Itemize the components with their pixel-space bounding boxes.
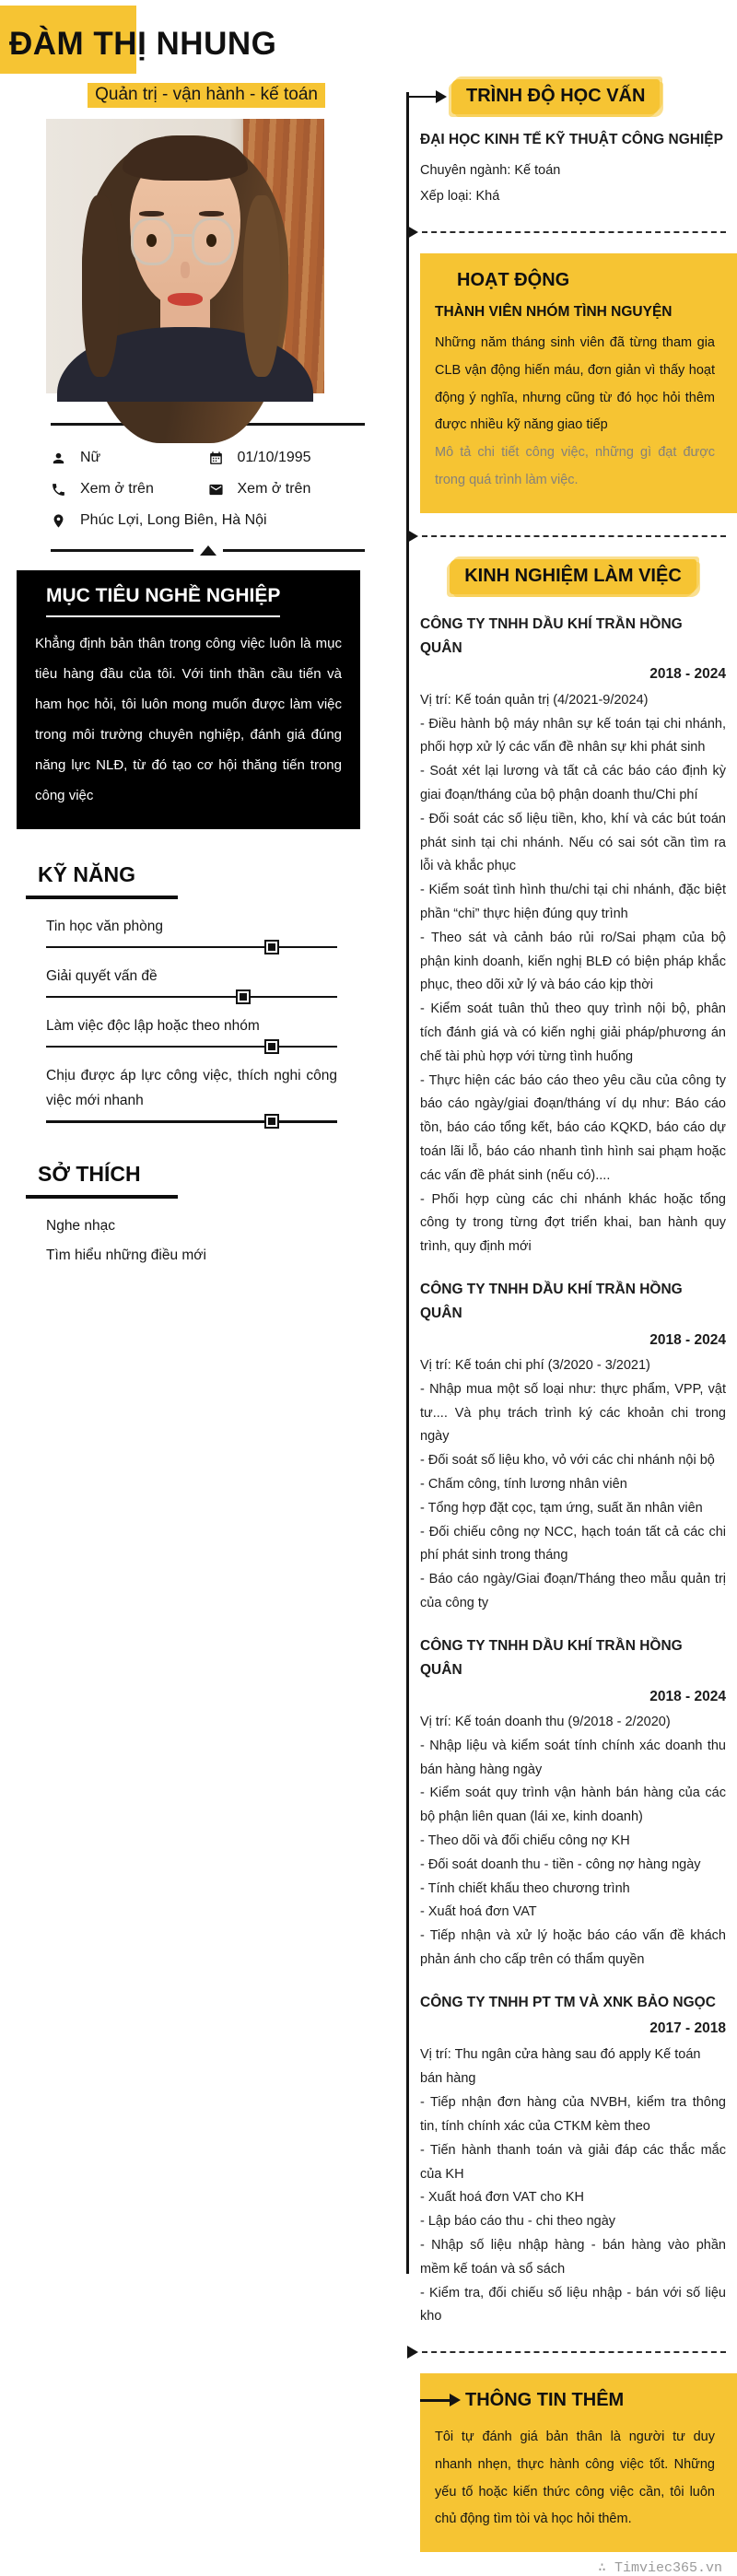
arrow-right-icon — [420, 2399, 450, 2402]
calendar-icon — [208, 451, 224, 466]
dashed-divider — [422, 231, 726, 233]
dob-value: 01/10/1995 — [237, 450, 311, 465]
slider-handle — [266, 1041, 277, 1052]
job-bullets — [420, 2091, 726, 2329]
slider-track — [46, 996, 337, 999]
skill-slider — [46, 1040, 337, 1054]
objective-section — [17, 570, 360, 829]
job-bullet: - Theo dõi và đối chiếu công nợ KH — [420, 1832, 630, 1848]
activities-text: Những năm tháng sinh viên đã từng tham gia CLB vận động hiến máu, đơn giản vì thấy hoạt động ý nghĩa, nhưng cũng từ đó học hỏi thêm được nhiều kỹ năng giao tiếp — [435, 335, 715, 433]
education-grade: Xếp loại: Khá — [420, 189, 500, 205]
person-icon — [51, 451, 66, 466]
email-field — [208, 474, 366, 505]
job-bullet: - Nhập mua một số loại như: thực phẩm, VPP, vật tư.... Và phụ trách trình ký các khoản chi trong ngày — [420, 1381, 726, 1445]
job-bullet: - Kiểm soát tình hình thu/chi tại chi nhánh, đặc biệt phần “chi” thực hiện đúng quy trình — [420, 883, 726, 921]
triangle-right-icon — [407, 530, 418, 543]
education-heading-row — [406, 79, 726, 114]
gender-value: Nữ — [80, 450, 101, 465]
slider-handle — [238, 991, 249, 1002]
job-period: 2017 - 2018 — [649, 2020, 726, 2037]
slider-handle — [266, 942, 277, 953]
address-value: Phúc Lợi, Long Biên, Hà Nội — [80, 512, 267, 528]
experience-section — [420, 554, 726, 2329]
job-bullet: - Theo sát và cảnh báo rủi ro/Sai phạm của bộ phận kinh doanh, kiến nghị BLĐ có biện pháp khắc phục, theo dõi xử lý và báo cáo kịp thời — [420, 930, 726, 993]
skill-item — [46, 1063, 337, 1129]
job-bullets — [420, 1735, 726, 1973]
job-bullet: - Soát xét lại lương và tất cả các báo cáo định kỳ giai đoạn/tháng của bộ phận doanh thu/Chi phí — [420, 764, 726, 802]
activities-heading: HOẠT ĐỘNG — [457, 270, 570, 291]
hobby-item: Tìm hiểu những điều mới — [46, 1247, 206, 1264]
objective-text: Khẳng định bản thân trong công việc luôn là mục tiêu hàng đầu của tôi. Với tinh thần cầu tiến và ham học hỏi, tôi luôn mong muốn được làm việc trong môi trường chuyên nghiệp, đánh giá đúng năng lực NLĐ, từ đó tạo cơ hội thăng tiến trong công việc — [35, 636, 342, 803]
job-bullet: - Xuất hoá đơn VAT cho KH — [420, 2190, 584, 2206]
additional-info-text: Tôi tự đánh giá bản thân là người tư duy nhanh nhẹn, thực hành công việc tốt. Những yếu tố hoặc kiến thức công việc cần, tôi luôn chủ động tìm tòi và học hỏi thêm. — [435, 2430, 715, 2527]
job-bullet: - Nhập số liệu nhập hàng - bán hàng vào phần mềm kế toán và sổ sách — [420, 2237, 726, 2277]
skill-slider — [46, 1115, 337, 1129]
job-bullets — [420, 713, 726, 1259]
job-bullet: - Lập báo cáo thu - chi theo ngày — [420, 2214, 616, 2230]
skill-slider — [46, 941, 337, 954]
job-bullet: - Điều hành bộ máy nhân sự kế toán tại chi nhánh, phối hợp xử lý các vấn đề nhân sự khi phát sinh — [420, 716, 726, 755]
school-name: ĐẠI HỌC KINH TẾ KỸ THUẬT CÔNG NGHIỆP — [420, 132, 723, 147]
company-name: CÔNG TY TNHH DẦU KHÍ TRẦN HỒNG QUÂN — [420, 1637, 683, 1679]
job-position: Vị trí: Kế toán doanh thu (9/2018 - 2/2020) — [420, 1714, 671, 1729]
divider-bottom — [51, 545, 365, 556]
skill-label: Chịu được áp lực công việc, thích nghi công việc mới nhanh — [46, 1067, 337, 1108]
hobbies-heading: SỞ THÍCH — [26, 1162, 406, 1199]
job-bullet: - Báo cáo ngày/Giai đoạn/Tháng theo mẫu quản trị của công ty — [420, 1572, 726, 1611]
gender-field — [51, 442, 208, 474]
experience-heading: KINH NGHIỆM LÀM VIỆC — [450, 559, 696, 594]
skill-item — [46, 914, 337, 954]
additional-info-group — [420, 2329, 726, 2576]
photo-bangs — [123, 136, 248, 181]
address-field — [51, 505, 365, 536]
phone-field — [51, 474, 208, 505]
slider-track — [46, 946, 337, 949]
slider-track — [46, 1046, 337, 1048]
photo-lips — [168, 293, 203, 306]
job-position: Vị trí: Kế toán quản trị (4/2021-9/2024) — [420, 692, 649, 708]
job-bullet: - Tính chiết khấu theo chương trình — [420, 1880, 630, 1896]
job-bullet: - Nhập liệu và kiểm soát tính chính xác doanh thu bán hàng hàng ngày — [420, 1738, 726, 1777]
phone-icon — [51, 482, 66, 498]
job-entry — [420, 1634, 726, 1973]
additional-info-heading: THÔNG TIN THÊM — [465, 2390, 625, 2411]
watermark: ∴ Timviec365.vn — [597, 2559, 722, 2576]
job-position: Vị trí: Kế toán chi phí (3/2020 - 3/2021) — [420, 1358, 650, 1374]
hobbies-list — [46, 1212, 365, 1271]
job-bullet: - Kiểm soát quy trình vận hành bán hàng của các bộ phận liên quan (lái xe, kinh doanh) — [420, 1786, 726, 1825]
education-section — [420, 129, 726, 209]
phone-value: Xem ở trên — [80, 481, 154, 497]
photo-nose — [181, 262, 190, 278]
company-name: CÔNG TY TNHH DẦU KHÍ TRẦN HỒNG QUÂN — [420, 615, 683, 656]
job-position: Vị trí: Thu ngân cửa hàng sau đó apply Kế toán bán hàng — [420, 2046, 701, 2087]
name-header — [0, 0, 406, 79]
job-bullet: - Phối hợp cùng các chi nhánh khác hoặc tổng công ty trong từng đợt triển khai, ban hành quy trình, quy định mới — [420, 1191, 726, 1255]
dob-field — [208, 442, 366, 474]
photo-hair-strand — [243, 195, 279, 377]
photo-eyebrow — [139, 211, 164, 217]
personal-info — [51, 442, 365, 536]
job-bullet: - Đối soát các số liệu tiền, kho, khí và các bút toán phát sinh tại chi nhánh. Nếu có sai sót cần tìm ra lỗi và khắc phục — [420, 811, 726, 874]
skill-item — [46, 1013, 337, 1054]
skill-label: Giải quyết vấn đề — [46, 967, 158, 984]
profile-photo — [46, 119, 324, 393]
activities-placeholder-text: Mô tả chi tiết công việc, những gì đạt được trong quá trình làm việc. — [435, 445, 715, 487]
job-bullet: - Tiến hành thanh toán và giải đáp các thắc mắc của KH — [420, 2142, 726, 2182]
arrow-right-icon — [406, 96, 437, 99]
right-column — [406, 0, 737, 2576]
activities-subtitle: THÀNH VIÊN NHÓM TÌNH NGUYỆN — [435, 304, 673, 321]
job-bullet: - Chấm công, tính lương nhân viên — [420, 1477, 627, 1493]
photo-eye — [146, 234, 157, 247]
triangle-up-icon — [200, 545, 216, 556]
slider-handle — [266, 1116, 277, 1127]
vertical-divider-line — [406, 92, 409, 2274]
triangle-right-icon — [407, 226, 418, 239]
job-bullet: - Kiểm tra, đối chiếu số liệu nhập - bán với số liệu kho — [420, 2285, 726, 2324]
job-period: 2018 - 2024 — [649, 1331, 726, 1348]
education-major: Chuyên ngành: Kế toán — [420, 162, 561, 178]
hobby-item: Nghe nhạc — [46, 1217, 115, 1234]
objective-title: MỤC TIÊU NGHỀ NGHIỆP — [46, 585, 280, 617]
skill-label: Làm việc độc lập hoặc theo nhóm — [46, 1017, 260, 1034]
photo-eyebrow — [199, 211, 224, 217]
job-bullets — [420, 1378, 726, 1616]
job-bullet: - Tiếp nhận và xử lý hoặc báo cáo vấn đề khách phản ánh cho cấp trên có thẩm quyền — [420, 1928, 726, 1967]
email-value: Xem ở trên — [237, 481, 311, 497]
dashed-divider — [422, 535, 726, 537]
skill-item — [46, 964, 337, 1004]
page-title: ĐÀM THỊ NHUNG — [9, 26, 277, 62]
additional-info-section — [420, 2373, 737, 2552]
divider-line — [223, 549, 366, 552]
location-pin-icon — [51, 513, 66, 529]
job-bullet: - Tổng hợp đặt cọc, tạm ứng, suất ăn nhân viên — [420, 1500, 703, 1516]
skills-heading: KỸ NĂNG — [26, 862, 406, 899]
job-bullet: - Đối soát số liệu kho, vỏ với các chi nhánh nội bộ — [420, 1453, 715, 1469]
education-heading: TRÌNH ĐỘ HỌC VẤN — [451, 79, 660, 114]
dashed-divider — [422, 2351, 726, 2353]
job-entry — [420, 1991, 726, 2329]
company-name: CÔNG TY TNHH PT TM VÀ XNK BẢO NGỌC — [420, 1994, 716, 2010]
job-bullet: - Tiếp nhận đơn hàng của NVBH, kiểm tra thông tin, tính chính xác của CTKM kèm theo — [420, 2095, 726, 2134]
job-bullet: - Kiểm soát tuân thủ theo quy trình nội bộ, phân tích đánh giá và có kiến nghị giải pháp/phương án chế tài phù hợp với từng tình huống — [420, 1001, 726, 1064]
job-period: 2018 - 2024 — [649, 666, 726, 683]
company-name: CÔNG TY TNHH DẦU KHÍ TRẦN HỒNG QUÂN — [420, 1281, 683, 1322]
mail-icon — [208, 482, 224, 498]
job-title-badge: Quản trị - vận hành - kế toán — [88, 83, 325, 108]
triangle-right-icon — [407, 2346, 418, 2359]
job-bullet: - Thực hiện các báo cáo theo yêu cầu của công ty báo cáo ngày/giai đoạn/tháng ví dụ như: Báo cáo tồn, báo cáo tổng kết, báo cáo KQKD, báo cáo dự toán lãi lỗ, báo cáo nhanh tình hình sai phạm hoặc các vấn đề phát sinh (nếu có).... — [420, 1072, 726, 1183]
skill-slider — [46, 990, 337, 1004]
slider-track — [46, 1120, 337, 1123]
photo-hair-strand — [82, 195, 118, 377]
activities-section — [420, 253, 737, 512]
job-entry — [420, 1278, 726, 1616]
skills-list — [46, 914, 337, 1130]
job-bullet: - Đối chiếu công nợ NCC, hạch toán tất cả các chi phí phát sinh trong tháng — [420, 1524, 726, 1563]
glasses-bridge — [173, 234, 192, 237]
job-bullet: - Đối soát doanh thu - tiền - công nợ hàng ngày — [420, 1856, 701, 1872]
job-period: 2018 - 2024 — [649, 1688, 726, 1704]
photo-eye — [206, 234, 216, 247]
job-entry — [420, 613, 726, 1259]
job-bullet: - Xuất hoá đơn VAT — [420, 1904, 537, 1920]
divider-line — [51, 549, 193, 552]
skill-label: Tin học văn phòng — [46, 918, 163, 934]
